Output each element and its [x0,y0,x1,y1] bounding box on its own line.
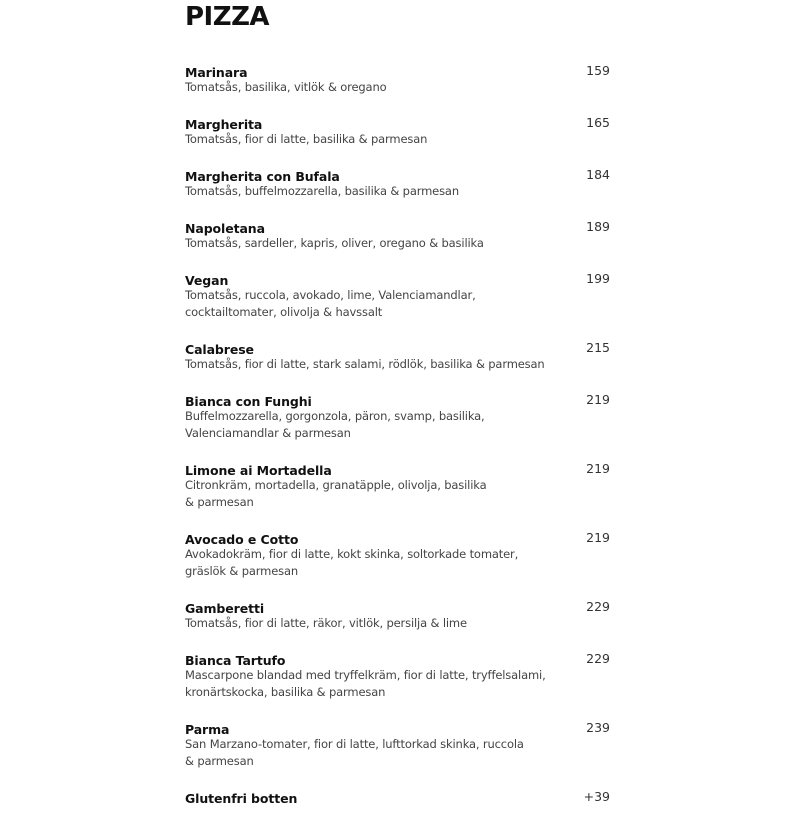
menu-item [185,270,610,321]
menu-item-header [185,529,610,546]
menu-item-description [185,79,545,96]
pizza-menu [185,0,610,806]
menu-item-name: Vegan [185,273,229,288]
menu-item-price: 215 [586,340,610,355]
menu-item-description-line: Buffelmozzarella, gorgonzola, päron, svamp, basilika, [185,409,485,423]
menu-item [185,62,610,96]
menu-item-name: Calabrese [185,342,254,357]
menu-item-price: 184 [586,167,610,182]
menu-item-description-line: Mascarpone blandad med tryffelkräm, fior di latte, tryffelsalami, [185,668,546,682]
menu-item-description-line: Tomatsås, buffelmozzarella, basilika & parmesan [185,184,459,198]
menu-item-header [185,339,610,356]
menu-item-description-line: gräslök & parmesan [185,564,299,578]
menu-item-price: 189 [586,219,610,234]
menu-item-description [185,546,545,580]
menu-item-description-line: Tomatsås, fior di latte, räkor, vitlök, persilja & lime [185,616,467,630]
menu-item-description-line: cocktailtomater, olivolja & havssalt [185,305,383,319]
menu-item-description-line: Tomatsås, fior di latte, basilika & parmesan [185,132,428,146]
menu-item-description-line: kronärtskocka, basilika & parmesan [185,685,386,699]
menu-item-header [185,650,610,667]
menu-item-description [185,408,545,442]
menu-item-price: 219 [586,461,610,476]
menu-item [185,218,610,252]
menu-item [185,529,610,580]
menu-item-header [185,460,610,477]
menu-item-name: Glutenfri botten [185,791,298,806]
menu-item-description [185,131,545,148]
menu-item-description-line: Valenciamandlar & parmesan [185,426,351,440]
menu-item-header [185,166,610,183]
menu-item-name: Bianca con Funghi [185,394,312,409]
menu-item-header [185,788,610,805]
menu-item-description-line: Tomatsås, fior di latte, stark salami, rödlök, basilika & parmesan [185,357,545,371]
menu-item [185,166,610,200]
menu-item-description [185,183,545,200]
menu-item-description [185,287,545,321]
menu-item [185,339,610,373]
menu-item-description [185,477,545,511]
menu-item-name: Margherita con Bufala [185,169,340,184]
menu-item [185,788,610,805]
menu-item-header [185,218,610,235]
menu-item [185,598,610,632]
menu-item-header [185,62,610,79]
menu-item-name: Margherita [185,117,263,132]
menu-item-header [185,391,610,408]
menu-item-name: Gamberetti [185,601,265,616]
menu-item-name: Limone ai Mortadella [185,463,332,478]
menu-item-price: 159 [586,63,610,78]
menu-item-description-line: Tomatsås, sardeller, kapris, oliver, oregano & basilika [185,236,484,250]
menu-item-header [185,270,610,287]
menu-item [185,460,610,511]
menu-item-description-line: & parmesan [185,495,254,509]
menu-item-price: 229 [586,651,610,666]
menu-item-header [185,114,610,131]
menu-items-list [185,62,610,823]
menu-item-name: Parma [185,722,230,737]
menu-item-description-line: Avokadokräm, fior di latte, kokt skinka, soltorkade tomater, [185,547,519,561]
menu-item-description [185,667,545,701]
menu-title: PIZZA [185,2,270,32]
menu-item-price: 219 [586,392,610,407]
menu-item-description-line: San Marzano-tomater, fior di latte, lufttorkad skinka, ruccola [185,737,524,751]
menu-item-price: 229 [586,599,610,614]
menu-item [185,114,610,148]
menu-item-name: Avocado e Cotto [185,532,299,547]
menu-item-description [185,615,545,632]
menu-item-description [185,356,545,373]
menu-item-name: Napoletana [185,221,265,236]
menu-item-header [185,598,610,615]
menu-item-description-line: Tomatsås, ruccola, avokado, lime, Valenciamandlar, [185,288,476,302]
menu-item [185,719,610,770]
menu-item-description-line: Citronkräm, mortadella, granatäpple, olivolja, basilika [185,478,487,492]
menu-item-description [185,235,545,252]
menu-item-price: 219 [586,530,610,545]
menu-item-header [185,719,610,736]
menu-item-description-line: & parmesan [185,754,254,768]
menu-item-name: Marinara [185,65,248,80]
menu-item-price: +39 [583,789,610,804]
menu-item-description-line: Tomatsås, basilika, vitlök & oregano [185,80,387,94]
menu-item [185,650,610,701]
menu-item-price: 165 [586,115,610,130]
menu-item-price: 239 [586,720,610,735]
menu-item-price: 199 [586,271,610,286]
menu-item-name: Bianca Tartufo [185,653,286,668]
menu-item-description [185,736,545,770]
menu-item [185,391,610,442]
